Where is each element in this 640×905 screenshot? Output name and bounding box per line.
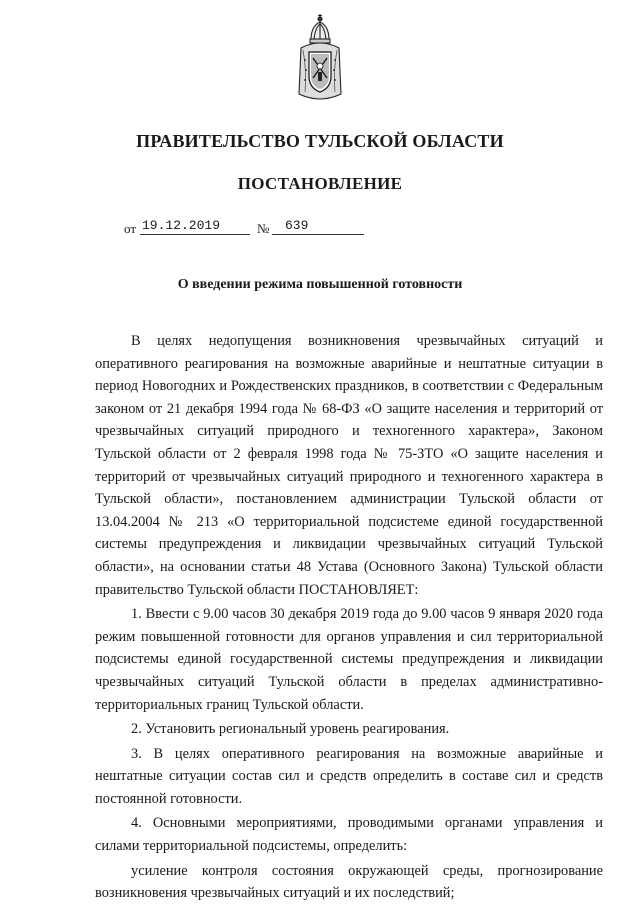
clause-paragraph: 2. Установить региональный уровень реагирования.: [131, 721, 450, 738]
clause-paragraph: 3. В целях оперативного реагирования на возможные аварийные и нештатные ситуации состав сил и средств определить в составе сил и средств постоянной готовности.: [95, 745, 603, 807]
clause-paragraph: 4. Основными мероприятиями, проводимыми органами управления и силами территориальной подсистемы, определить:: [95, 815, 603, 855]
document-type: ПОСТАНОВЛЕНИЕ: [237, 174, 403, 193]
document-date: 19.12.2019: [142, 218, 221, 233]
date-label: от: [124, 221, 137, 236]
date-underline: [140, 234, 250, 235]
document-body: [95, 330, 603, 905]
coat-of-arms-icon: [297, 12, 343, 106]
document-subject: О введении режима повышенной готовности: [177, 277, 463, 292]
document-number: 639: [285, 218, 309, 233]
document-meta: [124, 218, 384, 238]
number-underline: [272, 234, 364, 235]
number-label: №: [257, 221, 270, 236]
preamble-paragraph: В целях недопущения возникновения чрезвычайных ситуаций и оперативного реагирования на возможные аварийные и нештатные ситуации в период Новогодних и Рождественских праздников, в соответствии с Федеральным законом от 21 декабря 1994 года № 68-ФЗ «О защите населения и территорий от чрезвычайных ситуаций природного и техногенного характера», Законом Тульской области от 2 февраля 1998 года № 75-ЗТО «О защите населения и территорий от чрезвычайных ситуаций природного и техногенного характера в Тульской области», постановлением администрации Тульской области от 13.04.2004 № 213 «О территориальной подсистеме единой государственной системы предупреждения и ликвидации чрезвычайных ситуаций Тульской области», на основании статьи 48 Устава (Основного Закона) Тульской области правительство Тульской области ПОСТАНОВЛЯЕТ:: [95, 333, 603, 598]
clause-paragraph: 1. Ввести с 9.00 часов 30 декабря 2019 года до 9.00 часов 9 января 2020 года режим повышенной готовности для органов управления и сил территориальной подсистемы единой государственной системы предупреждения и ликвидации чрезвычайных ситуаций Тульской области в пределах административно-территориальных границ Тульской области.: [95, 606, 603, 713]
government-title: ПРАВИТЕЛЬСТВО ТУЛЬСКОЙ ОБЛАСТИ: [136, 131, 504, 151]
clause-paragraph: усиление контроля состояния окружающей среды, прогнозирование возникновения чрезвычайных ситуаций и их последствий;: [95, 862, 603, 902]
